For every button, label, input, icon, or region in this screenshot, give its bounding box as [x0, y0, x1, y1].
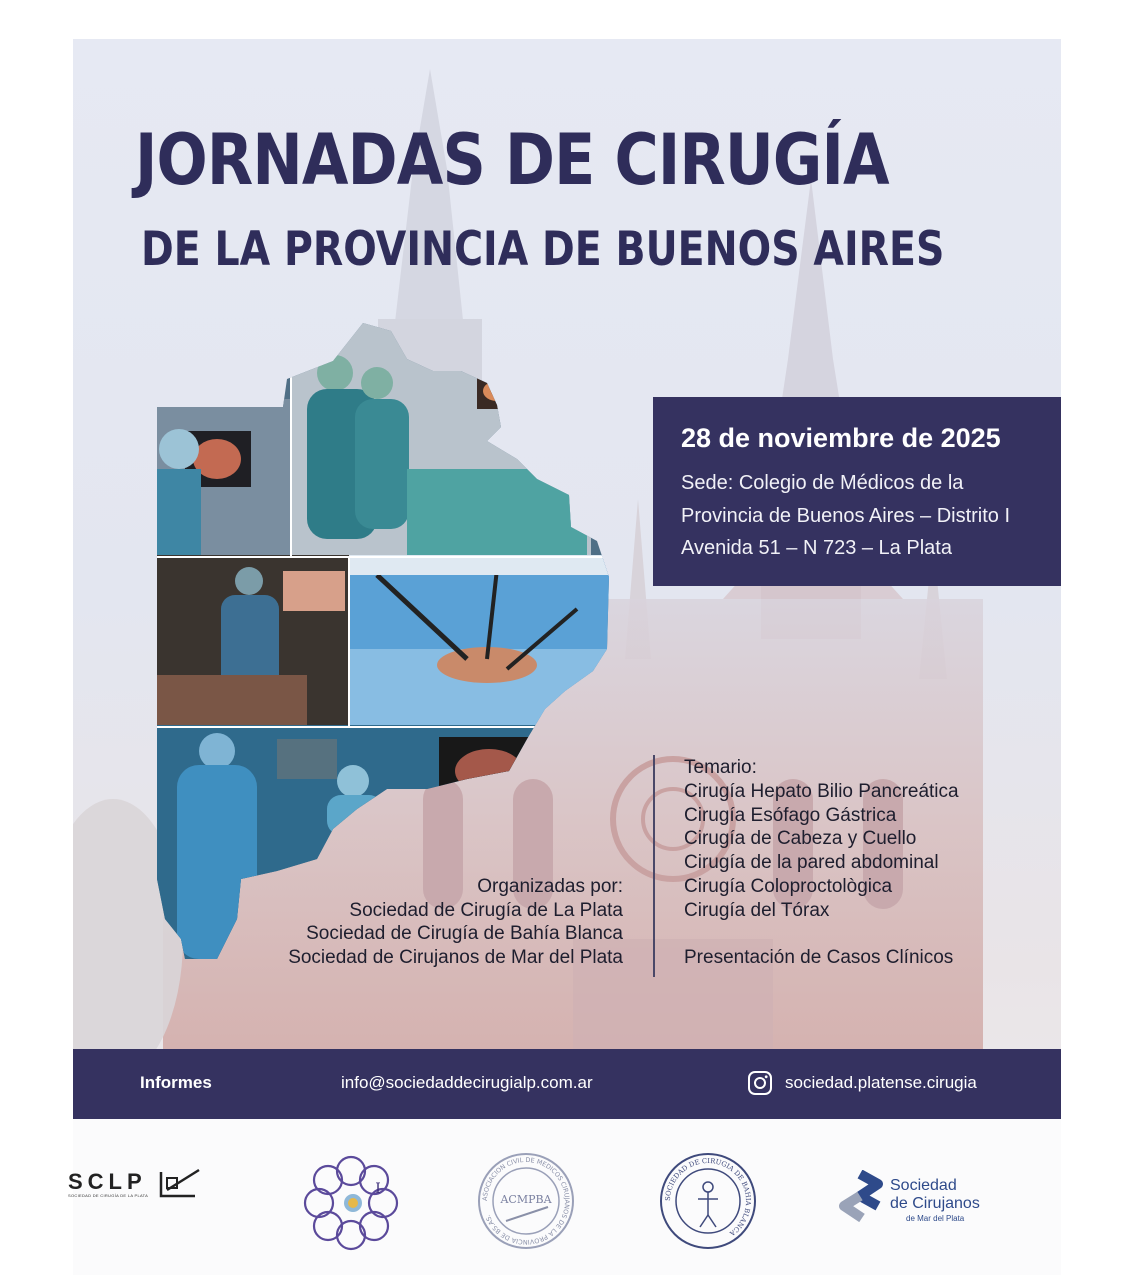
venue-line: Provincia de Buenos Aires – Distrito I: [681, 505, 1011, 527]
colegio-logo-mark: I: [375, 1181, 381, 1197]
acmpba-logo: [476, 1151, 576, 1251]
sociedad-cirujanos-mdp-logo-mark: [838, 1170, 888, 1230]
sclp-logo-mark: [155, 1166, 203, 1200]
contact-label: Informes: [140, 1073, 212, 1092]
topic-extra: Presentación de Casos Clínicos: [684, 947, 954, 969]
venue-line: Sede: Colegio de Médicos de la: [681, 472, 964, 494]
topic-item: Cirugía Coloproctològica: [684, 875, 893, 897]
poster-subtitle: DE LA PROVINCIA DE BUENOS AIRES: [141, 222, 945, 277]
colegio-medicos-logo: [303, 1155, 399, 1251]
smdp-logo-line2: de Cirujanos: [890, 1195, 980, 1212]
province-photo-collage: [157, 319, 617, 959]
sclp-logo-text: SCLP: [68, 1169, 147, 1194]
topics-heading: Temario:: [684, 757, 757, 778]
event-date: 28 de noviembre de 2025: [681, 423, 1001, 453]
topic-item: Cirugía Esófago Gástrica: [684, 804, 897, 826]
topic-item: Cirugía de Cabeza y Cuello: [684, 828, 917, 850]
acmpba-logo-mark: ACMPBA: [500, 1193, 552, 1206]
poster-title: JORNADAS DE CIRUGÍA: [135, 119, 889, 201]
instagram-handle-link[interactable]: sociedad.platense.cirugia: [785, 1073, 977, 1092]
sclp-logo-subtitle: SOCIEDAD DE CIRUGÍA DE LA PLATA: [68, 1193, 149, 1198]
smdp-logo-line3: de Mar del Plata: [906, 1214, 965, 1223]
acmpba-ring-text: ASOCIACION CIVIL DE MEDICOS CIRUJANOS DE LA PROVINCIA DE BS.AS.: [480, 1155, 572, 1247]
column-divider: [653, 755, 655, 977]
organizer-item: Sociedad de Cirugía de La Plata: [349, 899, 623, 921]
organizer-item: Sociedad de Cirujanos de Mar del Plata: [288, 946, 623, 968]
organizers-heading: Organizadas por:: [477, 876, 623, 897]
topics-list: [684, 756, 959, 970]
topic-item: Cirugía Hepato Bilio Pancreática: [684, 780, 959, 802]
organizers-list: [288, 875, 623, 969]
event-poster: [73, 39, 1061, 1275]
instagram-icon: [747, 1070, 773, 1096]
smdp-logo-line1: Sociedad: [890, 1177, 957, 1194]
organizer-item: Sociedad de Cirugía de Bahía Blanca: [306, 923, 623, 944]
contact-bar: [73, 1049, 1061, 1119]
contact-email-link[interactable]: info@sociedaddecirugialp.com.ar: [341, 1073, 593, 1092]
topic-item: Cirugía del Tórax: [684, 899, 830, 921]
event-info-box: [653, 397, 1061, 586]
bahia-blanca-logo: [658, 1151, 758, 1251]
topic-item: Cirugía de la pared abdominal: [684, 852, 939, 874]
bahia-blanca-ring-text: SOCIEDAD DE CIRUGIA DE BAHIA BLANCA: [663, 1156, 753, 1238]
venue-address: Avenida 51 – N 723 – La Plata: [681, 537, 952, 559]
